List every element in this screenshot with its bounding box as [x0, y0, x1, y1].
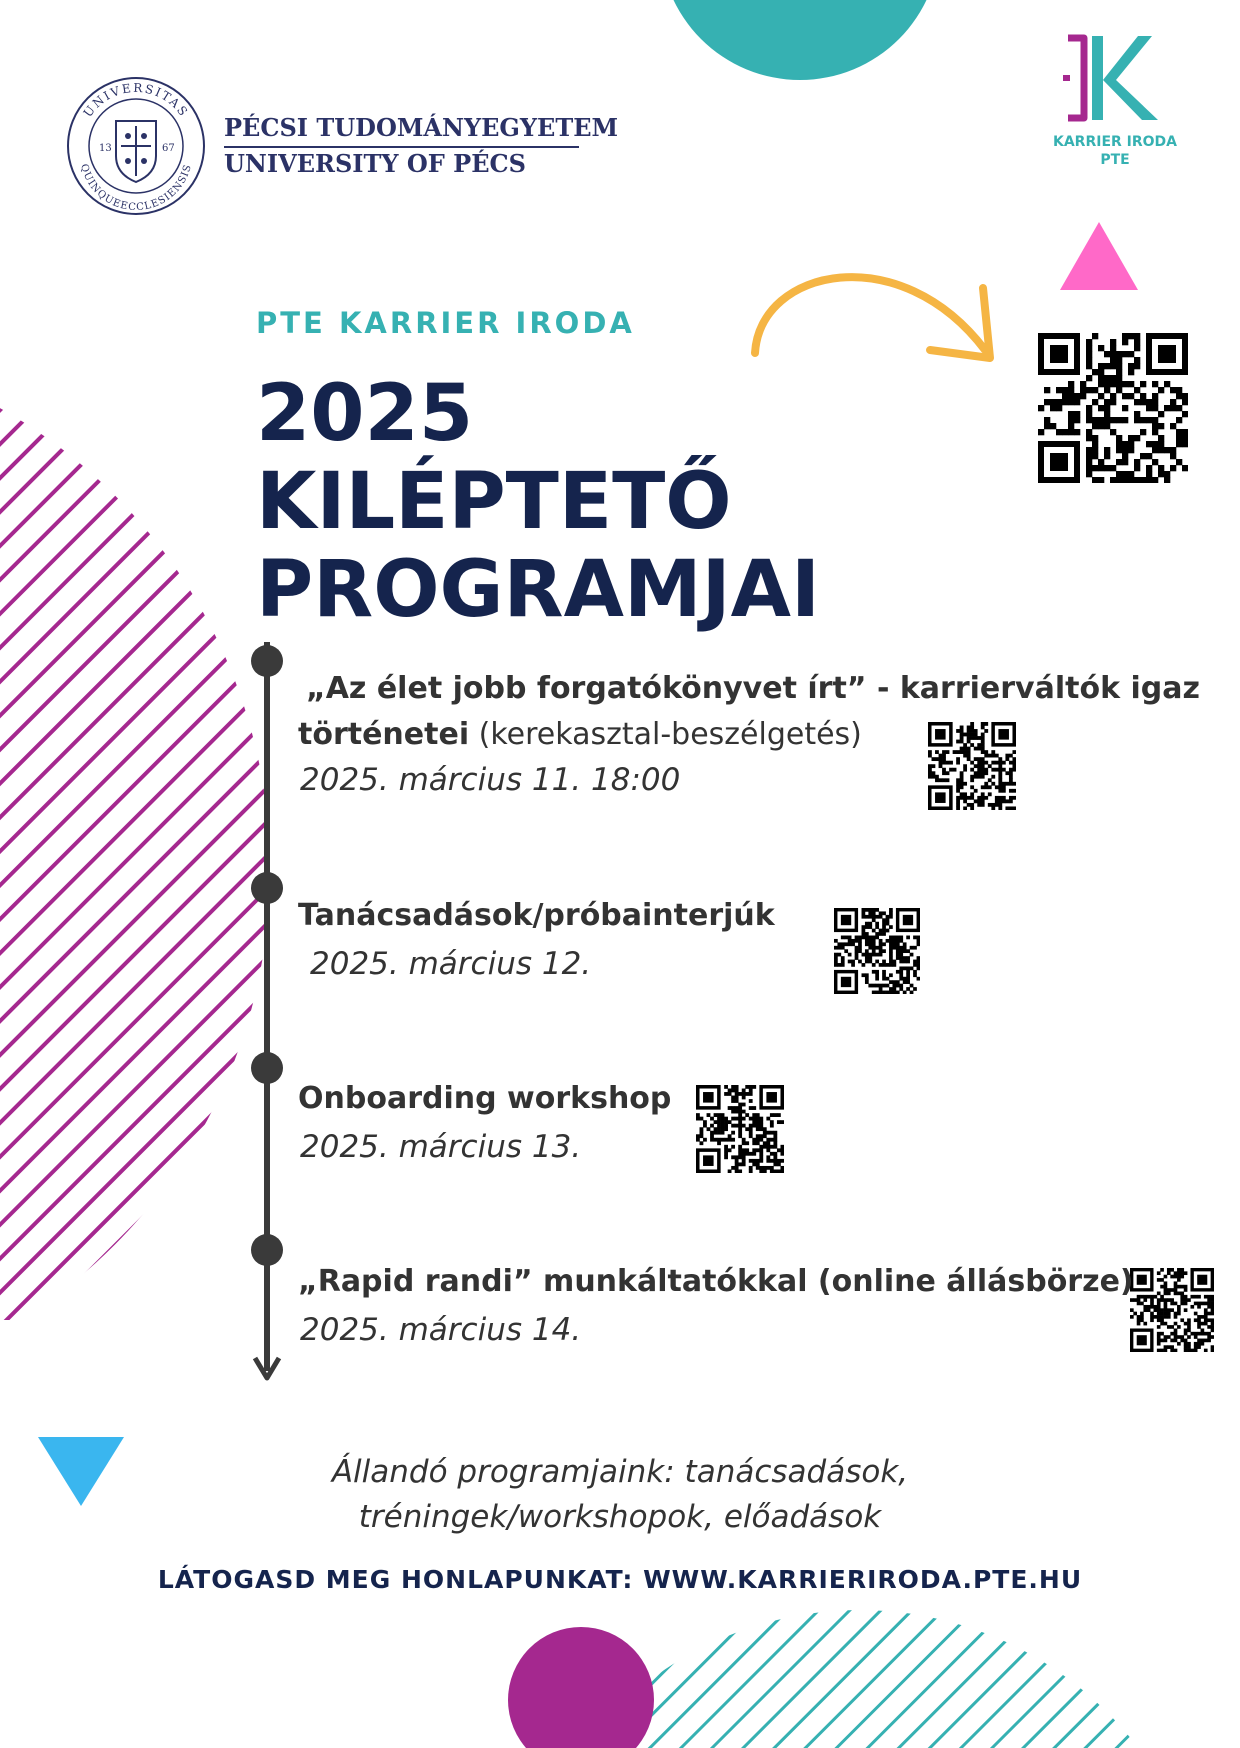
event-date: 2025. március 11. 18:00 [300, 762, 681, 798]
timeline-dot [251, 1234, 283, 1266]
timeline [246, 636, 286, 1386]
timeline-dot [251, 872, 283, 904]
curved-arrow-icon [740, 258, 1010, 378]
website-link[interactable]: LÁTOGASD MEG HONLAPUNKAT: WWW.KARRIERIRODA.PTE.HU [157, 1565, 1083, 1594]
page-title-line: KILÉPTETŐ [256, 457, 732, 547]
event-title: „Az élet jobb forgatókönyvet írt” - karrierváltók igaz [306, 671, 1200, 706]
page-title [256, 370, 820, 634]
timeline-dot [251, 1052, 283, 1084]
event-title: Tanácsadások/próbainterjúk [298, 898, 775, 933]
eyebrow-label: PTE KARRIER IRODA [256, 306, 635, 340]
karrier-iroda-logo-icon [1060, 32, 1170, 124]
event-title: Onboarding workshop [298, 1081, 672, 1116]
pink-triangle [1060, 222, 1138, 290]
event-date: 2025. március 14. [300, 1312, 582, 1348]
svg-text:QUINQUEECCLESIENSIS: QUINQUEECCLESIENSIS [78, 162, 194, 214]
timeline-dot [251, 645, 283, 677]
event-title: történetei (kerekasztal-beszélgetés) [298, 717, 862, 752]
university-name-en: UNIVERSITY OF PÉCS [224, 149, 526, 178]
qr-code-icon[interactable] [928, 722, 1016, 810]
qr-code-icon[interactable] [1038, 333, 1188, 483]
karrier-iroda-logo-label: KARRIER IRODA PTE [1052, 134, 1178, 168]
university-name-divider [224, 146, 579, 148]
svg-text:67: 67 [162, 143, 175, 154]
event-title: „Rapid randi” munkáltatókkal (online állásbörze) [298, 1264, 1134, 1299]
university-name [224, 110, 618, 182]
qr-code-icon[interactable] [696, 1085, 784, 1173]
top-teal-circle [660, 0, 940, 80]
university-seal-icon [66, 76, 206, 216]
event-date: 2025. március 13. [300, 1129, 582, 1165]
event-date: 2025. március 12. [310, 946, 592, 982]
page-title-line: 2025 [256, 369, 474, 459]
left-magenta-stripes [0, 320, 280, 1320]
svg-text:13: 13 [99, 143, 112, 154]
svg-text:UNIVERSITAS: UNIVERSITAS [80, 80, 192, 120]
bottom-magenta-circle [508, 1627, 654, 1748]
qr-code-icon[interactable] [1130, 1268, 1214, 1352]
page-title-line: PROGRAMJAI [256, 545, 821, 635]
university-name-hu: PÉCSI TUDOMÁNYEGYETEM [224, 113, 619, 142]
permanent-programs-note: Állandó programjaink: tanácsadások, tréningek/workshopok, előadások [331, 1454, 909, 1535]
qr-code-icon[interactable] [834, 908, 920, 994]
